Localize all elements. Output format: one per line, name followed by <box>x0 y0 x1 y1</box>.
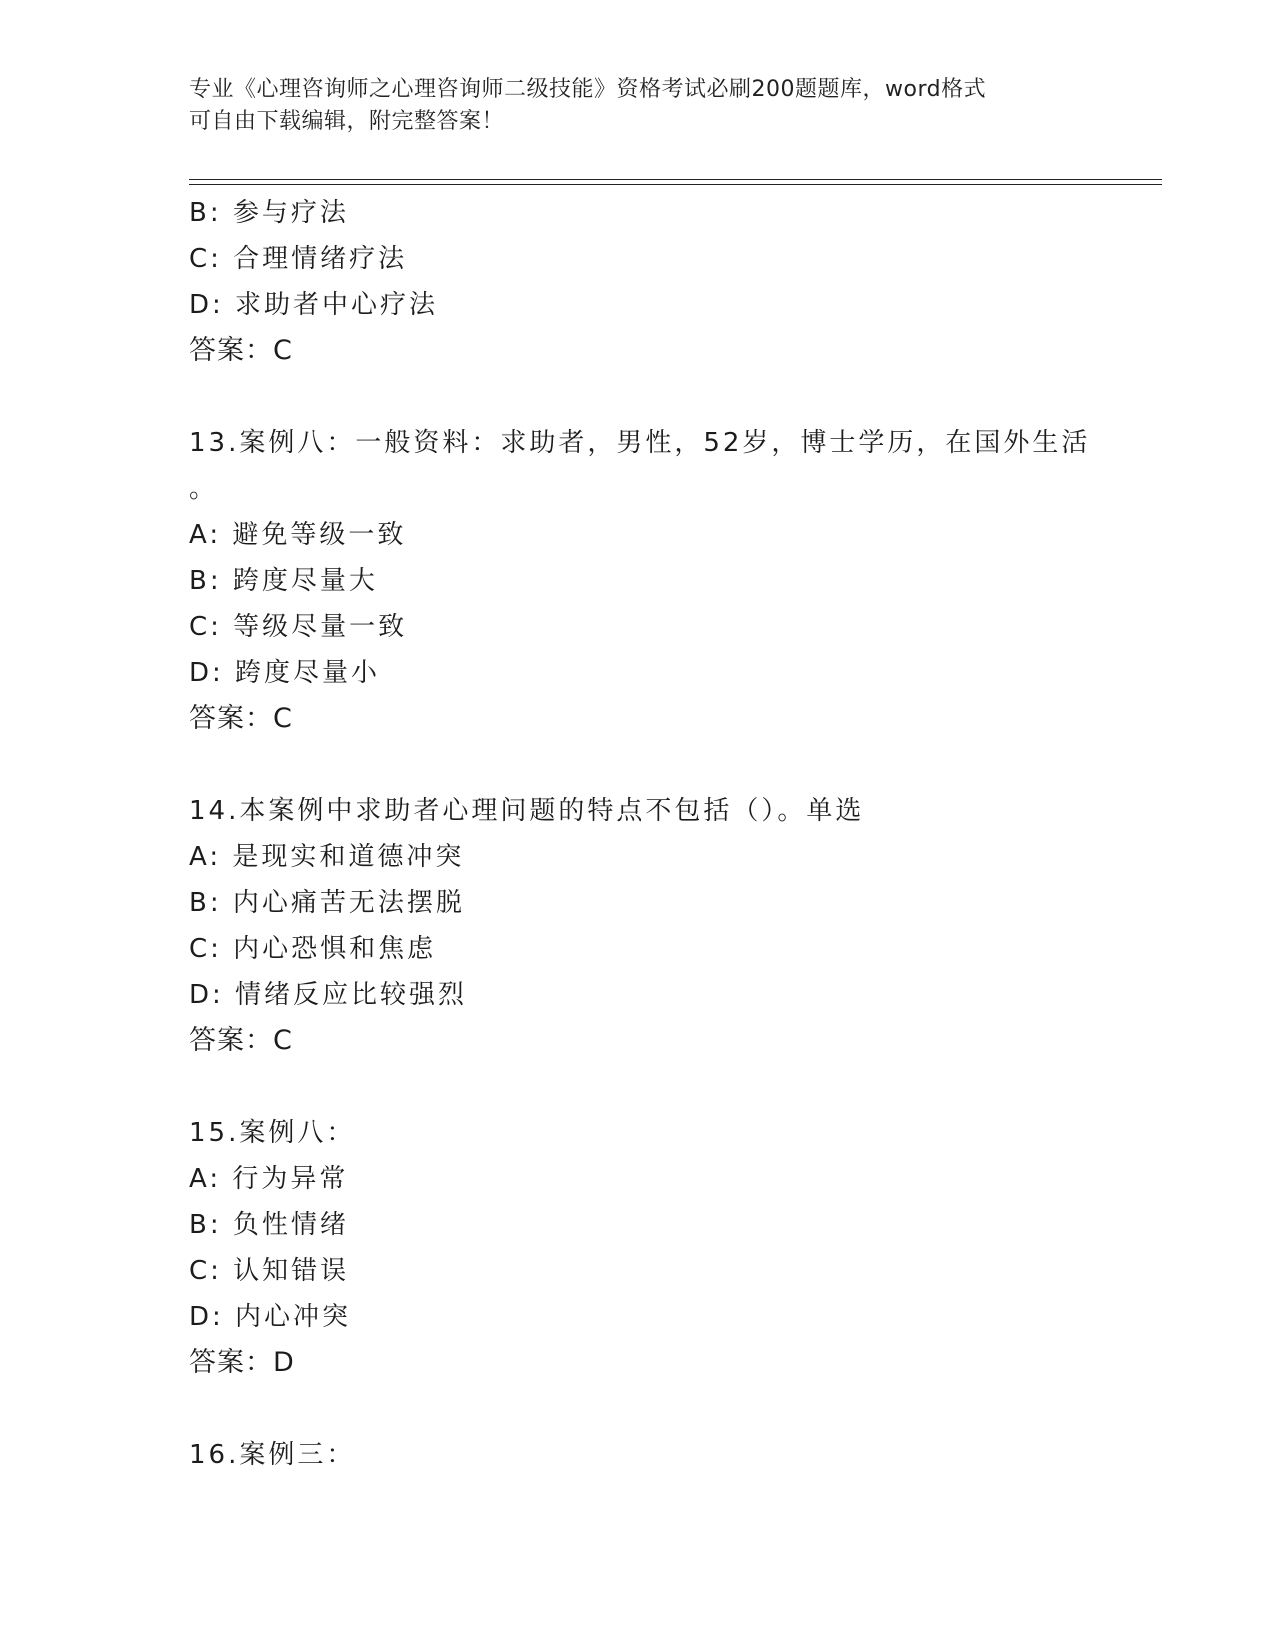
spacer <box>189 374 1089 420</box>
question-list <box>189 190 1089 1478</box>
option-b: B: 跨度尽量大 <box>189 566 378 596</box>
option-a: A: 行为异常 <box>189 1164 349 1194</box>
answer-line: 答案：D <box>189 1347 295 1378</box>
option-c: C: 等级尽量一致 <box>189 612 408 642</box>
option-b: B: 参与疗法 <box>189 198 349 228</box>
option-c: C: 合理情绪疗法 <box>189 244 408 274</box>
header-line-1: 专业《心理咨询师之心理咨询师二级技能》资格考试必刷200题题库，word格式 <box>189 77 987 102</box>
option-b: B: 负性情绪 <box>189 1210 349 1240</box>
question-stem: 13.案例八：一般资料：求助者，男性，52岁，博士学历，在国外生活 <box>189 428 1091 458</box>
question-stem: 15.案例八： <box>189 1118 356 1148</box>
option-a: A: 避免等级一致 <box>189 520 407 550</box>
page-header <box>189 74 1089 138</box>
question-15 <box>189 1110 1089 1386</box>
option-d: D: 跨度尽量小 <box>189 658 381 688</box>
option-c: C: 内心恐惧和焦虑 <box>189 934 437 964</box>
option-d: D: 情绪反应比较强烈 <box>189 980 468 1010</box>
answer-line: 答案：C <box>189 703 293 734</box>
header-line-2: 可自由下载编辑，附完整答案！ <box>189 109 505 134</box>
question-stem: 16.案例三： <box>189 1440 356 1470</box>
question-14 <box>189 788 1089 1064</box>
question-stem-continuation: 。 <box>189 474 216 504</box>
question-16 <box>189 1432 1089 1478</box>
option-d: D: 内心冲突 <box>189 1302 352 1332</box>
question-partial <box>189 190 1089 374</box>
answer-line: 答案：C <box>189 335 293 366</box>
question-stem: 14.本案例中求助者心理问题的特点不包括（）。单选 <box>189 796 865 826</box>
option-b: B: 内心痛苦无法摆脱 <box>189 888 465 918</box>
option-a: A: 是现实和道德冲突 <box>189 842 465 872</box>
option-c: C: 认知错误 <box>189 1256 350 1286</box>
answer-line: 答案：C <box>189 1025 293 1056</box>
question-13 <box>189 420 1089 742</box>
spacer <box>189 1386 1089 1432</box>
header-double-rule <box>189 179 1162 185</box>
spacer <box>189 1064 1089 1110</box>
spacer <box>189 742 1089 788</box>
option-d: D: 求助者中心疗法 <box>189 290 439 320</box>
